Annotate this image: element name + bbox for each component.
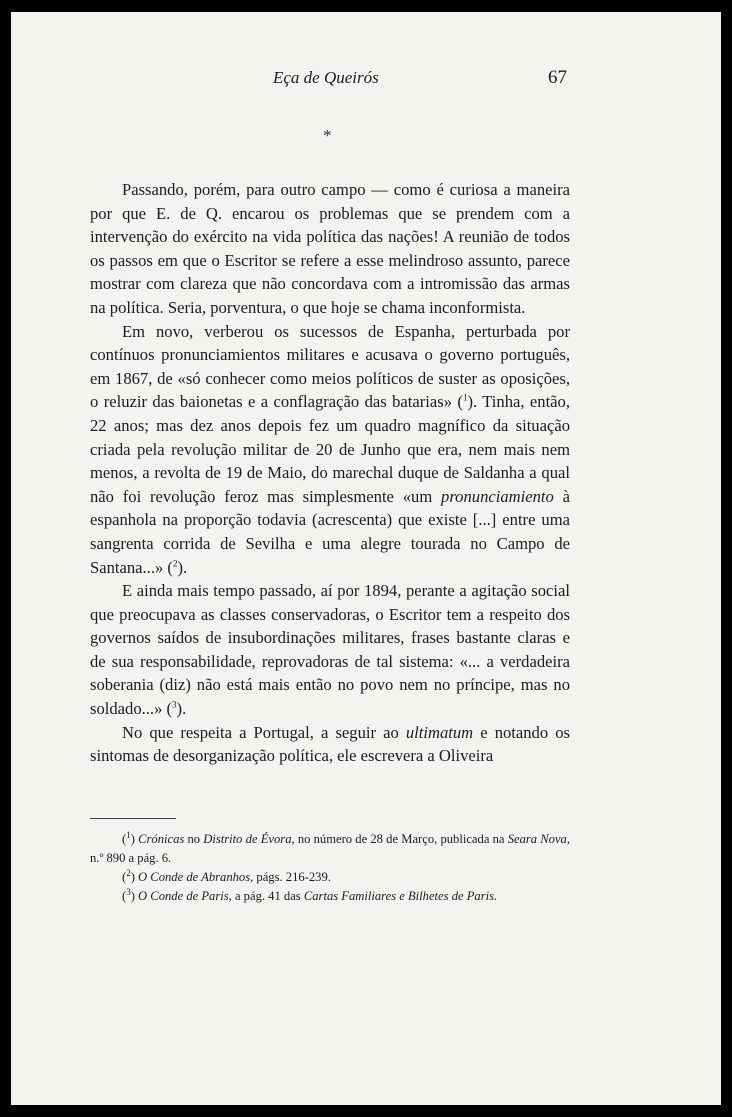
italic-text: pronunciamiento bbox=[441, 486, 554, 506]
italic-text: O Conde de Paris, bbox=[138, 889, 232, 903]
italic-text: Distrito de Évora, bbox=[203, 832, 295, 846]
footnote-marker: 1 bbox=[462, 392, 468, 403]
paragraph bbox=[90, 721, 570, 768]
paragraph bbox=[90, 178, 570, 320]
text-run: ( bbox=[122, 870, 127, 884]
text-run: e notando os sintomas de desorganização política, ele escrevera a Oliveira bbox=[90, 722, 570, 766]
text-run: Em novo, verberou os sucessos de Espanha, perturbada por contínuos pronunciamientos militares e acusava o governo português, em 1867, de «só conhecer como meios políticos de suster as oposições, o reluzir das baionetas e a conflagração das batarias» ( bbox=[90, 321, 570, 412]
footnotes bbox=[90, 830, 570, 906]
text-run: ) bbox=[130, 832, 139, 846]
italic-text: ultimatum bbox=[405, 722, 474, 742]
paragraph bbox=[90, 579, 570, 721]
footnote-marker: 3 bbox=[126, 886, 131, 897]
page-header bbox=[11, 68, 721, 98]
running-title: Eça de Queirós bbox=[273, 68, 379, 87]
page-number: 67 bbox=[548, 67, 567, 88]
text-run: Passando, porém, para outro campo — como é curiosa a maneira por que E. de Q. encarou os problemas que se prendem com a intervenção do exército na vida política das nações! A reunião de todos os passos em que o Escritor se refere a esse melindroso assunto, parece mostrar com clareza que não concordava com a intromissão das armas na política. Seria, porventura, o que hoje se chama inconformista. bbox=[90, 180, 570, 317]
book-page bbox=[11, 12, 721, 1105]
footnote-marker: 2 bbox=[126, 867, 131, 878]
text-run: a pág. 41 das bbox=[231, 889, 304, 903]
footnote-rule bbox=[90, 818, 176, 819]
footnote bbox=[90, 868, 570, 887]
italic-text: Seara Nova, bbox=[507, 832, 570, 846]
text-run: ) bbox=[130, 889, 139, 903]
text-run: ). bbox=[177, 557, 188, 577]
footnote-marker: 1 bbox=[126, 829, 131, 840]
text-run: E ainda mais tempo passado, aí por 1894, perante a agitação social que preocupava as classes conservadoras, o Escritor tem a respeito dos governos saídos de insubordinações militares, frases bastante claras e de sua responsabilidade, reprovadoras de tal sistema: «... a verdadeira soberania (diz) não está mais então no povo nem no príncipe, mas no soldado...» ( bbox=[90, 581, 570, 719]
text-run: no bbox=[184, 832, 204, 846]
footnote bbox=[90, 887, 570, 906]
text-run: ( bbox=[122, 832, 127, 846]
text-run: págs. 216-239. bbox=[253, 870, 331, 884]
text-run: n.º 890 a pág. 6. bbox=[90, 851, 172, 865]
text-run: no número de 28 de Março, publicada na bbox=[294, 832, 508, 846]
text-run: ) bbox=[130, 870, 139, 884]
text-run: à espanhola na proporção todavia (acrescenta) que existe [...] entre uma sangrenta corrida de Sevilha e uma alegre tourada no Campo de Santana...» ( bbox=[90, 486, 570, 577]
text-run: ). bbox=[176, 699, 187, 719]
footnote bbox=[90, 830, 570, 868]
paragraph bbox=[90, 320, 570, 580]
footnote-marker: 3 bbox=[172, 699, 177, 710]
italic-text: O Conde de Abranhos, bbox=[138, 870, 254, 884]
text-run: No que respeita a Portugal, a seguir ao bbox=[122, 722, 406, 742]
body-text bbox=[90, 178, 570, 768]
italic-text: Crónicas bbox=[138, 832, 185, 846]
section-separator: * bbox=[323, 126, 332, 145]
italic-text: Cartas Familiares e Bilhetes de Paris. bbox=[303, 889, 498, 903]
text-run: ). Tinha, então, 22 anos; mas dez anos depois fez um quadro magnífico da situação criada pela revolução militar de 20 de Junho que era, nem mais nem menos, a revolta de 19 de Maio, do marechal duque de Saldanha a qual não foi revolução feroz mas simplesmente «um bbox=[90, 392, 570, 506]
text-run: ( bbox=[122, 889, 127, 903]
footnote-marker: 2 bbox=[172, 557, 178, 568]
